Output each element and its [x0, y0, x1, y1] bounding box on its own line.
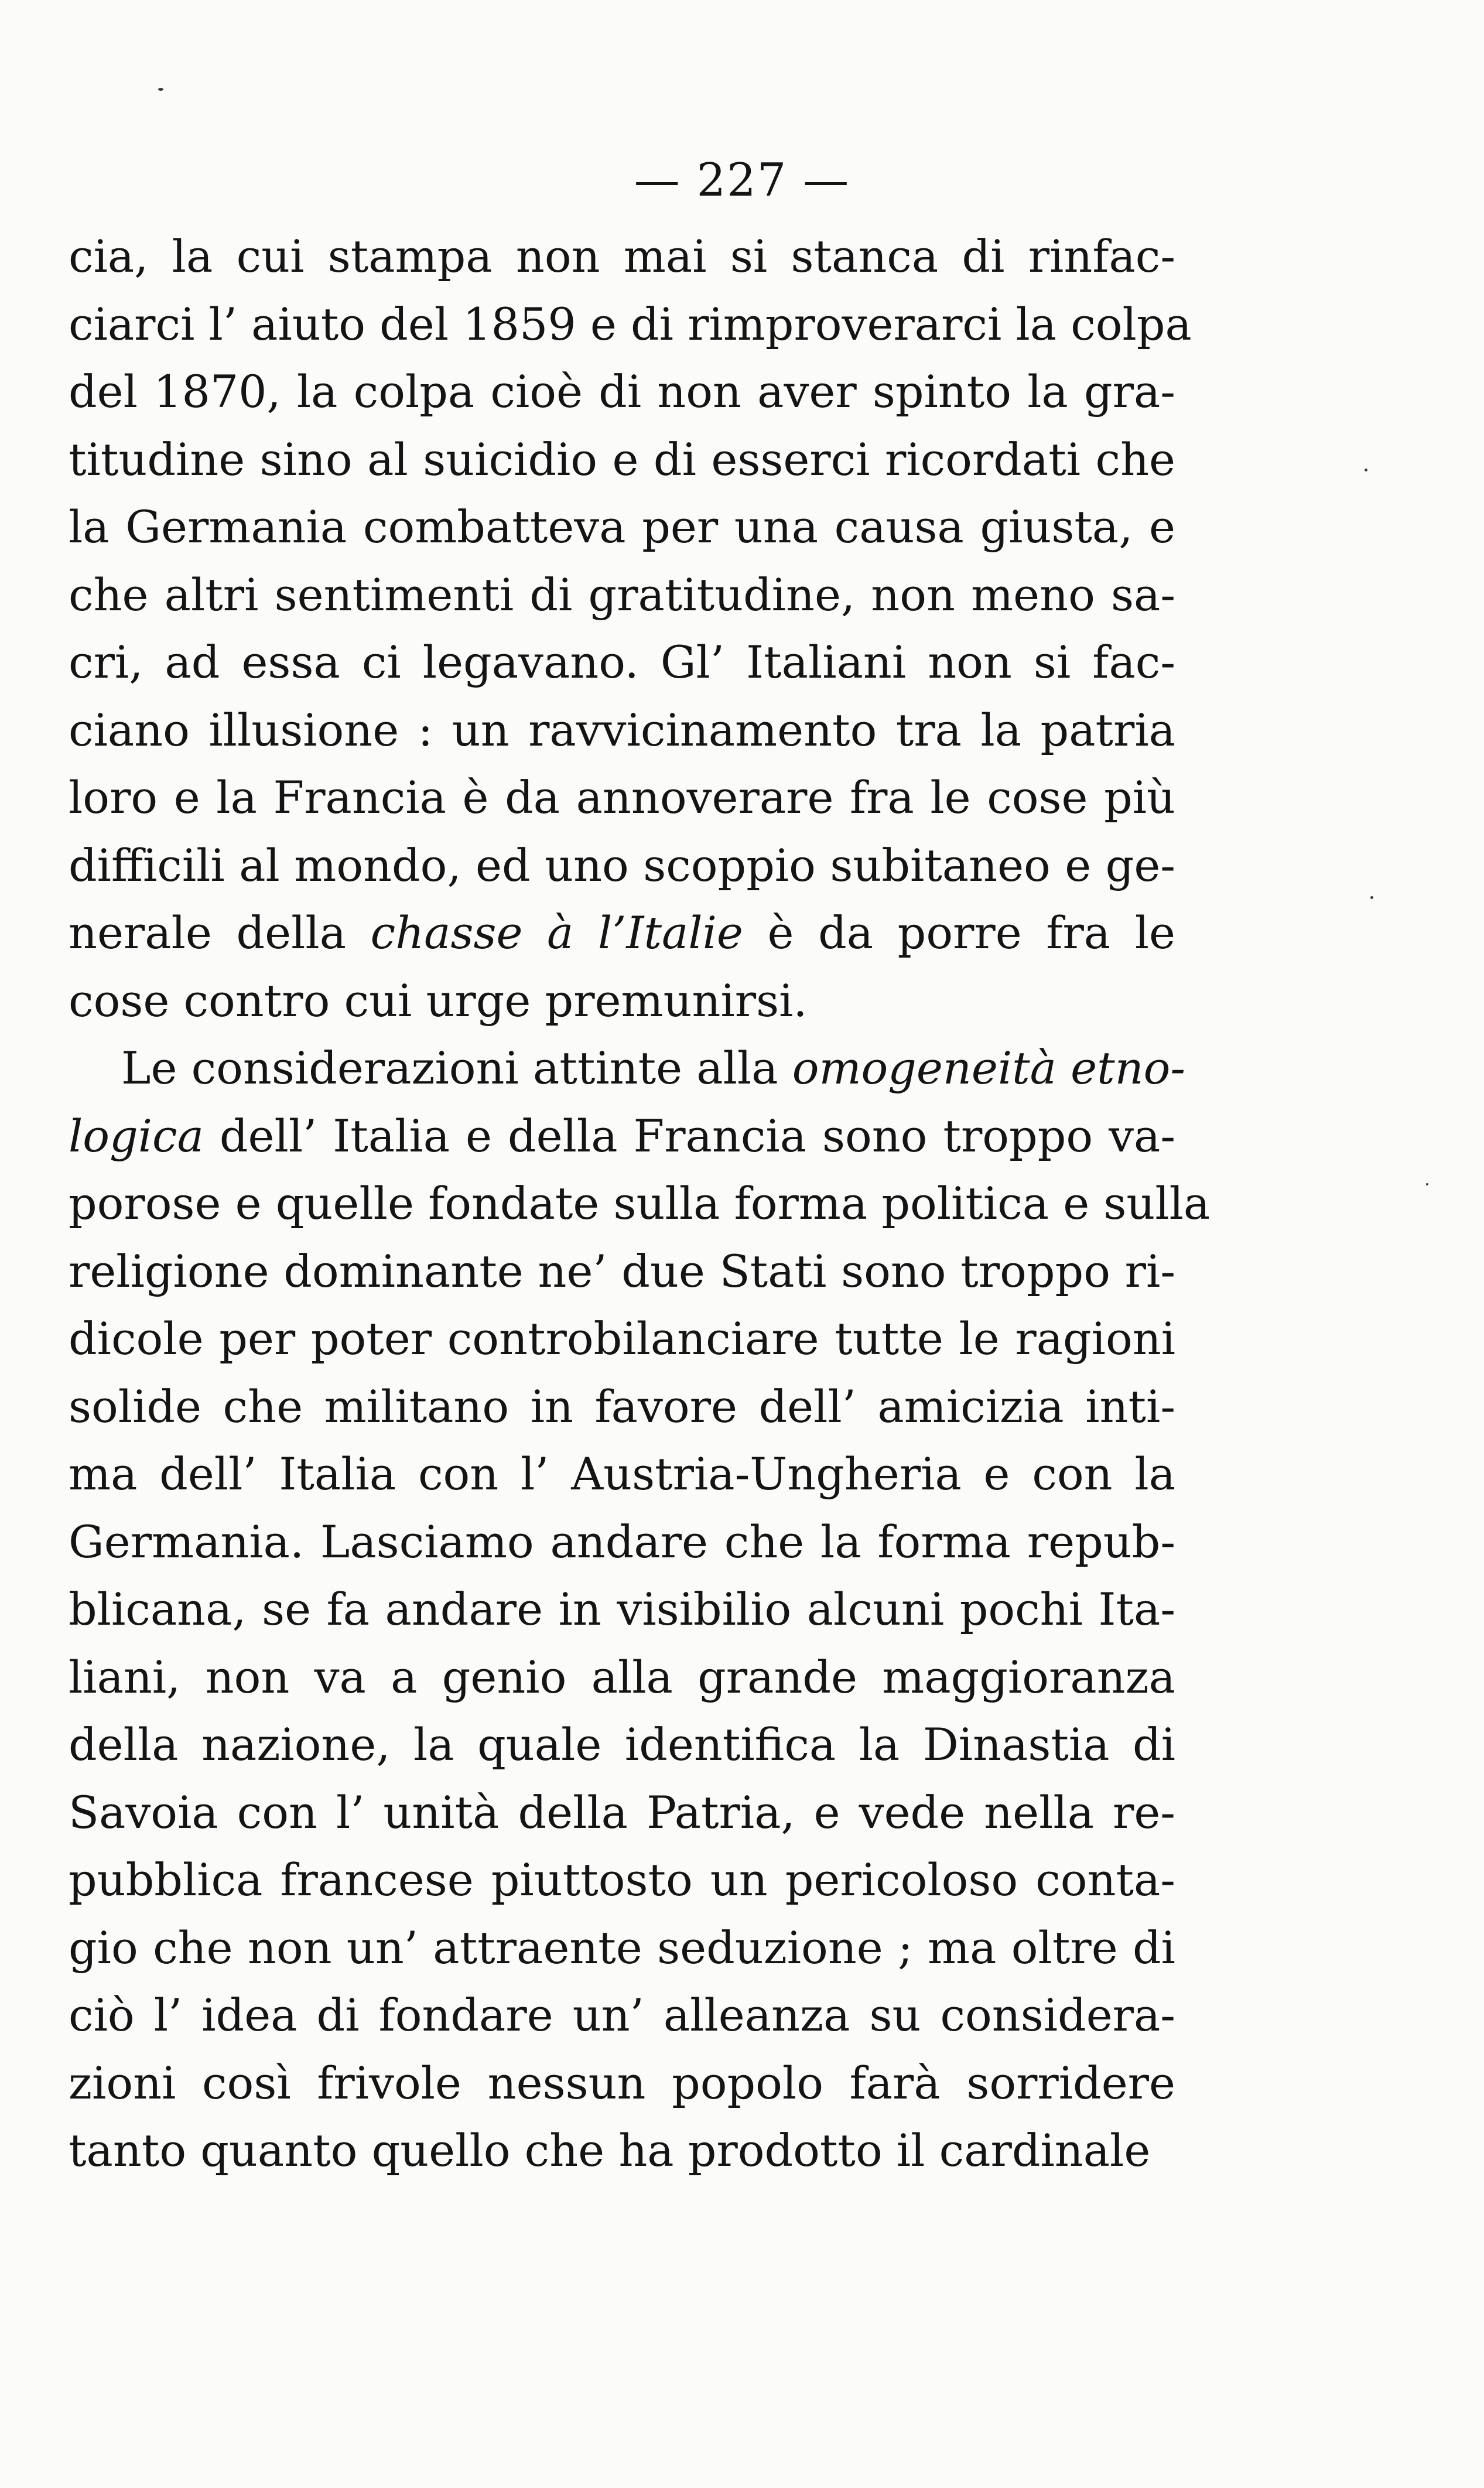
print-speck: [158, 88, 163, 91]
text-span: difficili al mondo, ed uno scoppio subitaneo e ge-: [69, 839, 1175, 891]
text-span: ciarci l’ aiuto del 1859 e di rimproverarci la colpa: [69, 298, 1192, 350]
text-line: [69, 223, 1175, 291]
text-line: [69, 358, 1175, 426]
text-line: [69, 2049, 1175, 2117]
text-span: zioni così frivole nessun popolo farà sorridere: [69, 2056, 1175, 2109]
italic-span: chasse à l’Italie: [370, 907, 743, 959]
text-line: [69, 1914, 1175, 1982]
print-speck: [1370, 896, 1373, 899]
text-line: [69, 1779, 1175, 1847]
text-line: [69, 696, 1175, 764]
paragraph: [69, 223, 1192, 1034]
text-span: porose e quelle fondate sulla forma politica e sulla: [69, 1177, 1211, 1229]
text-line: [69, 1440, 1175, 1508]
text-span: nerale della: [69, 907, 371, 959]
print-speck: [1365, 469, 1367, 471]
text-line: [69, 561, 1175, 629]
text-span: è da porre fra le: [743, 907, 1176, 959]
text-line: [69, 2117, 1175, 2185]
text-line: [69, 1102, 1175, 1170]
text-line: [69, 967, 1175, 1035]
text-line: [69, 1643, 1175, 1711]
text-span: cri, ad essa ci legavano. Gl’ Italiani non si fac-: [69, 636, 1175, 688]
text-span: ciò l’ idea di fondare un’ alleanza su considera-: [69, 1989, 1175, 2041]
text-span: gio che non un’ attraente seduzione ; ma oltre di: [69, 1921, 1175, 1974]
text-line: [69, 1170, 1211, 1238]
italic-span: logica: [69, 1109, 204, 1162]
text-span: Germania. Lasciamo andare che la forma repub-: [69, 1515, 1175, 1568]
text-line: [69, 1305, 1175, 1373]
text-span: cose contro cui urge premunirsi.: [69, 974, 808, 1027]
text-span: titudine sino al suicidio e di esserci ricordati che: [69, 433, 1175, 486]
text-line: [69, 493, 1175, 561]
text-span: cia, la cui stampa non mai si stanca di rinfac-: [69, 230, 1175, 282]
text-line: [69, 1981, 1175, 2049]
paragraph: [69, 1034, 1211, 2185]
text-line: [69, 1711, 1175, 1779]
text-line: [69, 628, 1175, 696]
text-span: della nazione, la quale identifica la Dinastia di: [69, 1718, 1175, 1771]
text-span: che altri sentimenti di gratitudine, non meno sa-: [69, 568, 1175, 621]
text-span: ciano illusione : un ravvicinamento tra la patria: [69, 703, 1175, 756]
text-line: [69, 1034, 1186, 1102]
text-line: [69, 764, 1175, 832]
text-span: dicole per poter controbilanciare tutte le ragioni: [69, 1313, 1175, 1365]
text-line: [69, 426, 1175, 494]
text-line: [69, 291, 1192, 358]
text-span: solide che militano in favore dell’ amicizia inti-: [69, 1380, 1175, 1433]
print-speck: [1426, 1183, 1428, 1185]
text-span: Le considerazioni attinte alla: [121, 1042, 792, 1094]
text-line: [69, 1373, 1175, 1441]
text-span: pubblica francese piuttosto un pericoloso conta-: [69, 1854, 1175, 1906]
page-number: — 227 —: [634, 154, 850, 207]
text-line: [69, 1238, 1175, 1305]
text-span: Savoia con l’ unità della Patria, e vede nella re-: [69, 1786, 1175, 1838]
text-span: blicana, se fa andare in visibilio alcuni pochi Ita-: [69, 1583, 1175, 1635]
text-span: del 1870, la colpa cioè di non aver spinto la gra-: [69, 365, 1175, 418]
body-text: [69, 223, 1211, 2185]
text-span: tanto quanto quello che ha prodotto il cardinale: [69, 2124, 1151, 2176]
text-span: religione dominante ne’ due Stati sono troppo ri-: [69, 1245, 1175, 1297]
text-span: la Germania combatteva per una causa giusta, e: [69, 501, 1175, 553]
text-span: loro e la Francia è da annoverare fra le cose più: [69, 771, 1175, 823]
text-span: liani, non va a genio alla grande maggioranza: [69, 1650, 1175, 1703]
text-line: [69, 1846, 1175, 1914]
text-span: dell’ Italia e della Francia sono troppo va-: [203, 1109, 1175, 1162]
text-line: [69, 899, 1175, 967]
text-line: [69, 832, 1175, 900]
text-line: [69, 1575, 1175, 1643]
italic-span: omogeneità etno-: [792, 1042, 1186, 1094]
text-span: ma dell’ Italia con l’ Austria-Ungheria e con la: [69, 1448, 1175, 1500]
text-line: [69, 1508, 1175, 1576]
